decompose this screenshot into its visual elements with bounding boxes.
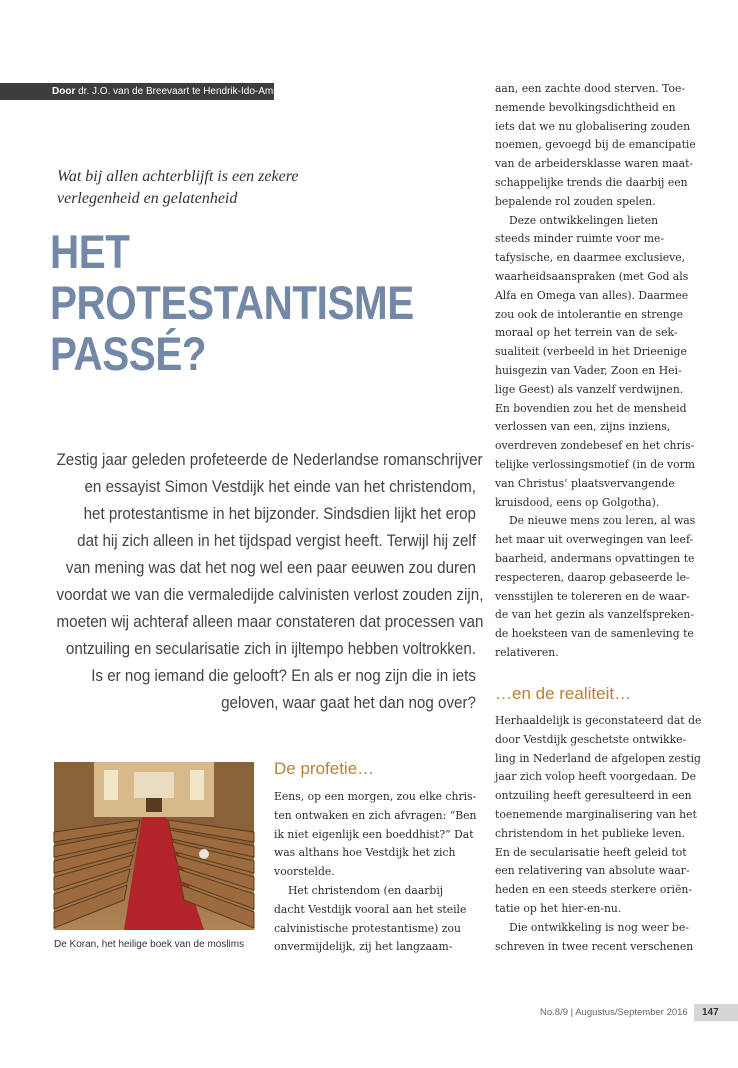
body-line: En de secularisatie heeft geleid tot bbox=[495, 845, 687, 859]
body-line: ten ontwaken en zich afvragen: “Ben bbox=[274, 808, 477, 822]
body-line: het maar uit overwegingen van leef- bbox=[495, 533, 694, 547]
body-line: Herhaaldelijk is geconstateerd dat de bbox=[495, 714, 702, 727]
kicker bbox=[57, 166, 357, 210]
byline bbox=[0, 83, 298, 100]
kicker-line: verlegenheid en gelatenheid bbox=[57, 190, 238, 207]
page-title bbox=[50, 226, 414, 379]
body-line: christendom in het publieke leven. bbox=[495, 826, 686, 840]
body-line: jaar zich volop heeft voorgedaan. De bbox=[495, 770, 696, 784]
photo-caption: De Koran, het heilige boek van de moslims bbox=[54, 939, 245, 950]
body-line: de van het gezin als vanzelfspreken- bbox=[495, 608, 695, 622]
body-line: steeds minder ruimte voor me- bbox=[495, 232, 665, 246]
body-line: aan, een zachte dood sterven. Toe- bbox=[495, 82, 686, 95]
body-line: schappelijke trends die daarbij een bbox=[495, 175, 688, 189]
body-line: was althans hoe Vestdijk het zich bbox=[274, 846, 456, 860]
column-right-top bbox=[495, 80, 696, 663]
body-line: ik niet eigenlijk een boeddhist?” Dat bbox=[274, 827, 474, 841]
lead-line: Is er nog iemand die gelooft? En als er nog zijn die in iets bbox=[91, 667, 476, 685]
body-line: De nieuwe mens zou leren, al was bbox=[509, 514, 696, 528]
body-line: ontzuiling heeft geresulteerd in een bbox=[495, 789, 692, 803]
byline-author: dr. J.O. van de Breevaart te Hendrik-Ido-Ambacht bbox=[78, 86, 298, 97]
church-interior-image bbox=[54, 762, 254, 930]
lead-line: moeten wij achteraf alleen maar constateren dat processen van bbox=[56, 613, 484, 631]
body-line: van de arbeidersklasse waren maat- bbox=[495, 157, 694, 171]
kicker-line: Wat bij allen achterblijft is een zekere bbox=[57, 168, 299, 185]
lead-line: dat hij zich alleen in het tijdspad vergist heeft. Terwijl hij zelf bbox=[77, 532, 477, 550]
body-line: schreven in twee recent verschenen bbox=[495, 939, 694, 953]
body-line: door Vestdijk geschetste ontwikke- bbox=[495, 732, 687, 746]
title-line: PROTESTANTISME bbox=[50, 276, 414, 329]
body-line: noemen, gevoegd bij de emancipatie bbox=[495, 138, 696, 152]
body-line: overdreven zondebesef en het chris- bbox=[495, 439, 695, 453]
body-line: een relativering van absolute waar- bbox=[495, 864, 690, 878]
lead-line: voordat we van die vermaledijde calvinisten verlost zouden zijn, bbox=[56, 586, 484, 604]
body-line: vensstijlen te tolereren en de waar- bbox=[495, 589, 690, 603]
body-line: waarheidsaanspraken (met God als bbox=[495, 269, 689, 283]
body-line: relativeren. bbox=[495, 645, 559, 659]
body-line: calvinistische protestantisme) zou bbox=[274, 921, 461, 935]
body-line: toenemende marginalisering van het bbox=[495, 807, 697, 821]
body-line: huisgezin van Vader, Zoon en Hei- bbox=[495, 363, 682, 377]
body-line: tafysische, en daarmee exclusieve, bbox=[495, 251, 686, 265]
body-line: dacht Vestdijk vooral aan het steile bbox=[274, 902, 467, 916]
body-line: onvermijdelijk, zij het langzaam- bbox=[274, 940, 453, 954]
body-line: En bovendien zou het de mensheid bbox=[495, 401, 687, 415]
body-line: Het christendom (en daarbij bbox=[288, 883, 444, 897]
body-line: de hoeksteen van de samenleving te bbox=[495, 627, 694, 641]
body-line: sualiteit (verbeeld in het Drieenige bbox=[495, 345, 687, 359]
page-number: 147 bbox=[694, 1004, 738, 1021]
body-line: zou ook de intolerantie en strenge bbox=[495, 307, 683, 321]
column-right-bottom bbox=[495, 712, 701, 956]
column-profetie bbox=[274, 788, 477, 957]
body-line: van Christus’ plaatsvervangende bbox=[495, 476, 675, 490]
body-line: ling in Nederland de afgelopen zestig bbox=[495, 751, 701, 765]
lead-line: en essayist Simon Vestdijk het einde van het christendom, bbox=[84, 478, 476, 496]
lead-line: ontzuiling en secularisatie zich in ijltempo hebben voltrokken. bbox=[65, 640, 477, 658]
body-line: respecteren, daarop gebaseerde le- bbox=[495, 570, 690, 584]
byline-prefix: Door bbox=[52, 86, 76, 97]
body-line: Eens, op een morgen, zou elke chris- bbox=[274, 790, 477, 803]
body-line: telijke verlossingsmotief (in de vorm bbox=[495, 457, 696, 471]
body-line: verlossen van een, zijns inziens, bbox=[495, 420, 671, 434]
section-heading-realiteit: …en de realiteit… bbox=[495, 684, 632, 703]
body-line: Deze ontwikkelingen lieten bbox=[509, 213, 659, 227]
lead-line: van mening was dat het nog wel een paar eeuwen zou duren bbox=[65, 559, 476, 577]
body-line: lige Geest) als vanzelf verdwijnen. bbox=[495, 382, 684, 396]
lead-paragraph bbox=[20, 447, 484, 717]
issue-info: No.8/9 | Augustus/September 2016 bbox=[540, 1007, 688, 1018]
body-line: Die ontwikkeling is nog weer be- bbox=[509, 920, 689, 934]
church-photo bbox=[54, 762, 254, 930]
section-heading-profetie: De profetie… bbox=[274, 759, 375, 778]
lead-line: Zestig jaar geleden profeteerde de Nederlandse romanschrijver bbox=[56, 451, 483, 469]
body-line: baarheid, andermans opvattingen te bbox=[495, 551, 695, 565]
body-line: heden en een steeds sterkere oriën- bbox=[495, 883, 692, 897]
title-line: PASSÉ? bbox=[50, 327, 207, 380]
body-line: Alfa en Omega van alles). Daarmee bbox=[495, 288, 689, 302]
body-line: tatie op het hier-en-nu. bbox=[495, 901, 622, 915]
body-line: nemende bevolkingsdichtheid en bbox=[495, 100, 676, 114]
lead-line: het protestantisme in het bijzonder. Sindsdien lijkt het erop bbox=[83, 505, 477, 523]
body-line: kruisdood, eens op Golgotha). bbox=[495, 495, 660, 509]
body-line: voorstelde. bbox=[274, 865, 335, 879]
lead-line: geloven, waar gaat het dan nog over? bbox=[221, 694, 476, 712]
body-line: iets dat we nu globalisering zouden bbox=[495, 119, 691, 133]
body-line: moraal op het terrein van de sek- bbox=[495, 326, 678, 340]
title-line: HET bbox=[50, 225, 130, 278]
body-line: bepalende rol zouden spelen. bbox=[495, 194, 656, 208]
